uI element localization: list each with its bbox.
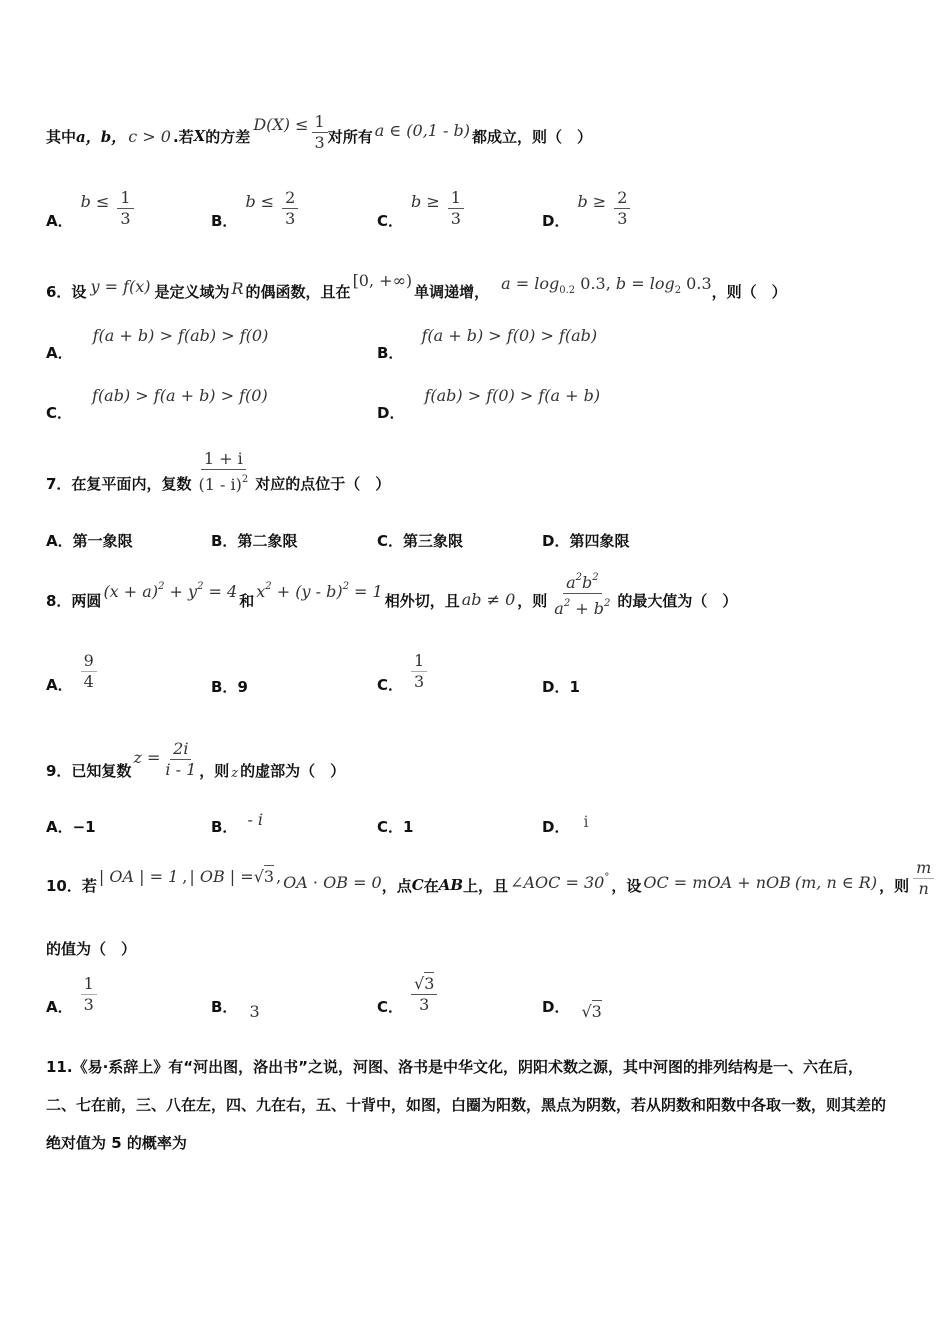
option-text: i [583, 812, 589, 831]
option-expr: f(a + b) > f(ab) > f(0) [92, 326, 269, 345]
frac-num: 2 [282, 189, 298, 209]
q10-ab: AB [438, 876, 464, 894]
option-expr: f(a + b) > f(0) > f(ab) [421, 326, 598, 345]
q10-option-c[interactable] [377, 972, 437, 1017]
q9-z-eq: z = [133, 747, 161, 767]
q5-a-interval: a ∈ (0,1 - b) [374, 120, 471, 140]
frac-num: 1 [81, 975, 97, 995]
q6-b-log: b = log [615, 274, 675, 293]
option-fraction [411, 975, 437, 1014]
q8-num-b-exp: 2 [592, 571, 599, 583]
q5-frac-num: 1 [312, 113, 328, 133]
frac-den: 3 [450, 209, 461, 228]
q8-frac-den [551, 594, 613, 618]
q6-interval: [0, +∞) [352, 271, 413, 290]
q9-text1: ，则 [199, 761, 230, 780]
option-label: B． [211, 678, 238, 696]
option-label: A． [46, 532, 73, 550]
frac-num: √3 [411, 975, 437, 995]
option-lhs: b ≥ [577, 192, 607, 211]
option-label: C． [377, 212, 404, 230]
option-label: A． [46, 998, 73, 1016]
option-text: 9 [237, 678, 248, 696]
option-text: - i [247, 810, 264, 829]
q8-and: 和 [239, 591, 255, 610]
option-label: A． [46, 818, 73, 836]
option-text: 第二象限 [237, 532, 298, 550]
q5-vars: a，b， [76, 127, 127, 146]
option-lhs: b ≤ [245, 192, 275, 211]
q10-sqrt3-radicand: 3 [263, 866, 275, 886]
option-label: A． [46, 212, 73, 230]
q6-stem [46, 270, 787, 302]
q5-fraction [312, 113, 328, 152]
q10-option-b[interactable] [211, 996, 260, 1021]
q9-options [46, 812, 906, 840]
option-label: D． [542, 212, 570, 230]
q10-mn: (m, n ∈ R) [794, 872, 878, 892]
q10-line2: 的值为（ ） [46, 940, 137, 958]
q6-option-a[interactable] [46, 326, 268, 363]
q10-angle [510, 872, 609, 892]
option-root: √3 [581, 1002, 602, 1021]
q5-option-a[interactable] [46, 186, 134, 231]
option-label: D． [542, 532, 570, 550]
q10-options [46, 972, 906, 1024]
option-expr: f(ab) > f(a + b) > f(0) [92, 386, 268, 405]
q9-option-c[interactable] [377, 816, 413, 837]
q8-den-a: a [554, 598, 564, 618]
q8-num-b: b [581, 572, 593, 592]
q5-x: X [193, 127, 206, 145]
option-fraction [614, 189, 630, 228]
option-label: B． [211, 818, 238, 836]
option-fraction [411, 652, 427, 691]
option-radicand: 3 [591, 1002, 602, 1021]
frac-den: 3 [419, 995, 430, 1014]
q8-condition: ab ≠ 0 [461, 589, 516, 609]
q10-angle-value: ∠AOC = 30 [510, 873, 605, 892]
q8-option-d[interactable] [542, 676, 580, 697]
q8-text1: 相外切，且 [384, 591, 460, 610]
q5-forall: 对所有 [327, 127, 373, 146]
frac-den: 3 [83, 995, 94, 1014]
q10-text3: 上，且 [463, 876, 509, 895]
frac-den: 4 [83, 672, 94, 691]
option-text: −1 [72, 818, 96, 836]
q6-text2: 的偶函数，且在 [245, 283, 351, 301]
option-text: 3 [249, 1002, 260, 1021]
q9-frac-num: 2i [170, 740, 191, 760]
option-text: 第一象限 [72, 532, 133, 550]
q5-option-c[interactable] [377, 186, 464, 231]
q8-option-b[interactable] [211, 676, 248, 697]
q8-c2-y: + (y - b) [276, 582, 343, 601]
q8-den-b: + b [575, 598, 605, 618]
q6-function: y = f(x) [90, 277, 151, 296]
q8-options [46, 648, 906, 698]
q10-stem: 10．若 | OA | = 1 , | OB | = √3 , OA · OB = 0 ，点 C 在 AB 上，且 ∠AOC = 30° ，设 OC = mOA + nOB (m, n ∈ R) ，则 $\frac{m}{n}$ [46, 850, 934, 906]
q6-tail: ，则（ ） [711, 283, 787, 301]
frac-den: 3 [120, 209, 131, 228]
q5-mid: .若 [172, 127, 194, 146]
q9-option-b[interactable] [211, 812, 263, 837]
q10-oa: | OA | = 1 [98, 866, 179, 886]
option-label: A． [46, 676, 73, 694]
q7-option-d[interactable] [542, 530, 629, 551]
q7-frac-num: 1 + i [201, 450, 246, 470]
q10-c: C [411, 876, 424, 894]
q9-z: z [231, 765, 239, 781]
frac-num-radicand: 3 [424, 974, 435, 993]
q5-stem [46, 104, 592, 168]
q5-options [46, 186, 906, 236]
q8-c1-base: (x + a) [103, 582, 159, 601]
option-label: B． [211, 532, 238, 550]
q10-frac-den: n [918, 878, 929, 898]
q6-r: R [231, 279, 244, 298]
option-text: 第四象限 [569, 532, 630, 550]
q7-option-a[interactable] [46, 530, 133, 551]
q9-fraction [162, 740, 199, 779]
option-text: 1 [403, 818, 414, 836]
q8-frac-num [563, 569, 602, 594]
q6-b-arg: 0.3 [686, 274, 712, 293]
q8-c1-y-exp: 2 [197, 581, 204, 592]
q8-c1-exp: 2 [158, 581, 165, 592]
q8-number: 8．两圆 [46, 591, 102, 610]
option-fraction [81, 652, 97, 691]
q5-c-condition: c > 0 [128, 126, 171, 146]
q7-tail: 对应的点位于（ ） [255, 474, 391, 493]
option-label: A． [46, 344, 73, 362]
q10-option-a[interactable] [46, 972, 97, 1017]
frac-num: 1 [448, 189, 464, 209]
option-fraction [282, 189, 298, 228]
option-label: C． [377, 676, 404, 694]
q8-den-a-exp: 2 [563, 597, 571, 609]
q7-number: 7．在复平面内，复数 [46, 474, 192, 493]
q6-a-def [501, 274, 711, 296]
q8-c2-y-exp: 2 [342, 581, 349, 592]
q6-a-base: 0.2 [559, 285, 576, 296]
q8-stem [46, 566, 737, 620]
q6-options [46, 326, 906, 426]
q8-den-b-exp: 2 [604, 597, 611, 609]
q8-circle2 [256, 581, 382, 601]
option-lhs: b ≥ [411, 192, 440, 211]
q5-d-expr: D(X) ≤ [253, 114, 309, 134]
q8-c2-x: x [256, 582, 266, 601]
q7-den-exp: 2 [241, 474, 249, 485]
option-label: C． [377, 998, 404, 1016]
q5-prefix: 其中 [46, 127, 77, 146]
option-label: D． [542, 818, 570, 836]
q10-text4: ，设 [611, 876, 642, 895]
option-label: C． [377, 818, 404, 836]
q8-c1-rhs: = 4 [208, 582, 238, 601]
q8-text2: ，则 [517, 591, 548, 610]
q7-fraction [195, 450, 251, 494]
q10-number: 10．若 [46, 876, 97, 895]
q8-fraction [551, 569, 613, 618]
q11-line3: 绝对值为 5 的概率为 [46, 1134, 187, 1152]
q6-b-base: 2 [674, 285, 682, 296]
q9-tail: 的虚部为（ ） [240, 761, 346, 780]
q6-a-log: a = log [501, 274, 560, 293]
frac-den: 3 [414, 672, 425, 691]
frac-num: 2 [614, 189, 630, 209]
option-label: B． [377, 344, 404, 362]
q10-oc: OC = mOA + nOB [643, 872, 791, 892]
q9-stem [46, 732, 345, 786]
frac-den: 3 [617, 209, 628, 228]
q7-option-c[interactable] [377, 530, 463, 551]
frac-den: 3 [285, 209, 296, 228]
option-label: C． [46, 404, 73, 422]
q8-c2-x-exp: 2 [265, 581, 272, 592]
q10-text5: ，则 [879, 876, 910, 895]
q8-circle1 [103, 581, 237, 601]
option-text: 1 [569, 678, 580, 696]
q6-text3: 单调递增， [414, 283, 490, 301]
option-label: D． [542, 678, 570, 696]
option-expr: f(ab) > f(0) > f(a + b) [424, 386, 601, 405]
option-label: C． [377, 532, 404, 550]
q9-frac-den: i - 1 [165, 759, 197, 779]
option-fraction [448, 189, 464, 228]
q8-tail: 的最大值为（ ） [617, 591, 738, 610]
option-label: B． [211, 998, 238, 1016]
q9-number: 9．已知复数 [46, 761, 132, 780]
q9-option-a[interactable] [46, 816, 96, 837]
q11-line1: 11.《易·系辞上》有“河出图，洛出书”之说，河图、洛书是中华文化，阴阳术数之源，其中河图的排列结构是一、六在后， [46, 1058, 863, 1076]
option-label: D． [542, 998, 570, 1016]
q6-option-b[interactable] [377, 326, 597, 363]
q10-option-d[interactable] [542, 996, 602, 1021]
option-text: 第三象限 [403, 532, 464, 550]
q8-option-c[interactable] [377, 648, 427, 695]
q6-text1: 是定义域为 [154, 283, 230, 301]
q10-frac-num: m [913, 859, 934, 879]
q11-line2: 二、七在前，三、八在左，四、九在右，五、十背中，如图，白圈为阳数，黑点为阴数，若从阴数和阳数中各取一数，则其差的 [46, 1096, 887, 1114]
frac-num: 9 [81, 652, 97, 672]
q6-number: 6．设 [46, 283, 87, 301]
q7-stem [46, 444, 390, 500]
q5-option-b[interactable] [211, 186, 298, 231]
q8-option-a[interactable] [46, 648, 97, 695]
option-label: D． [377, 404, 405, 422]
q7-option-b[interactable] [211, 530, 297, 551]
frac-num: 1 [117, 189, 133, 209]
q9-option-d[interactable] [542, 812, 589, 837]
frac-num: 1 [411, 652, 427, 672]
q6-a-arg: 0.3, [580, 274, 611, 293]
option-fraction [81, 975, 97, 1014]
option-lhs: b ≤ [80, 192, 110, 211]
option-label: B． [211, 212, 238, 230]
q10-text1: ，点 [381, 876, 412, 895]
q7-options [46, 530, 906, 554]
q5-frac-den: 3 [314, 132, 325, 152]
q8-num-a-exp: 2 [575, 571, 582, 583]
q7-frac-den [195, 470, 251, 494]
q5-variance: 的方差 [205, 127, 251, 146]
q10-dot: OA · OB = 0 [283, 872, 382, 892]
q5-option-d[interactable] [542, 186, 630, 231]
q7-den-base: (1 - i) [198, 475, 242, 494]
q10-degree: ° [604, 872, 610, 883]
q10-ob: | OB | = [189, 866, 254, 886]
q10-text2: 在 [423, 876, 439, 895]
option-fraction [117, 189, 133, 228]
q8-c1-y: + y [169, 582, 198, 601]
q10-fraction [913, 859, 934, 898]
q8-c2-rhs: = 1 [354, 582, 383, 601]
q8-num-a: a [566, 572, 576, 592]
q10-sqrt3: √3 [253, 866, 275, 886]
q5-tail: 都成立，则（ ） [472, 127, 593, 146]
q6-option-d[interactable] [377, 386, 600, 423]
q6-option-c[interactable] [46, 386, 268, 423]
